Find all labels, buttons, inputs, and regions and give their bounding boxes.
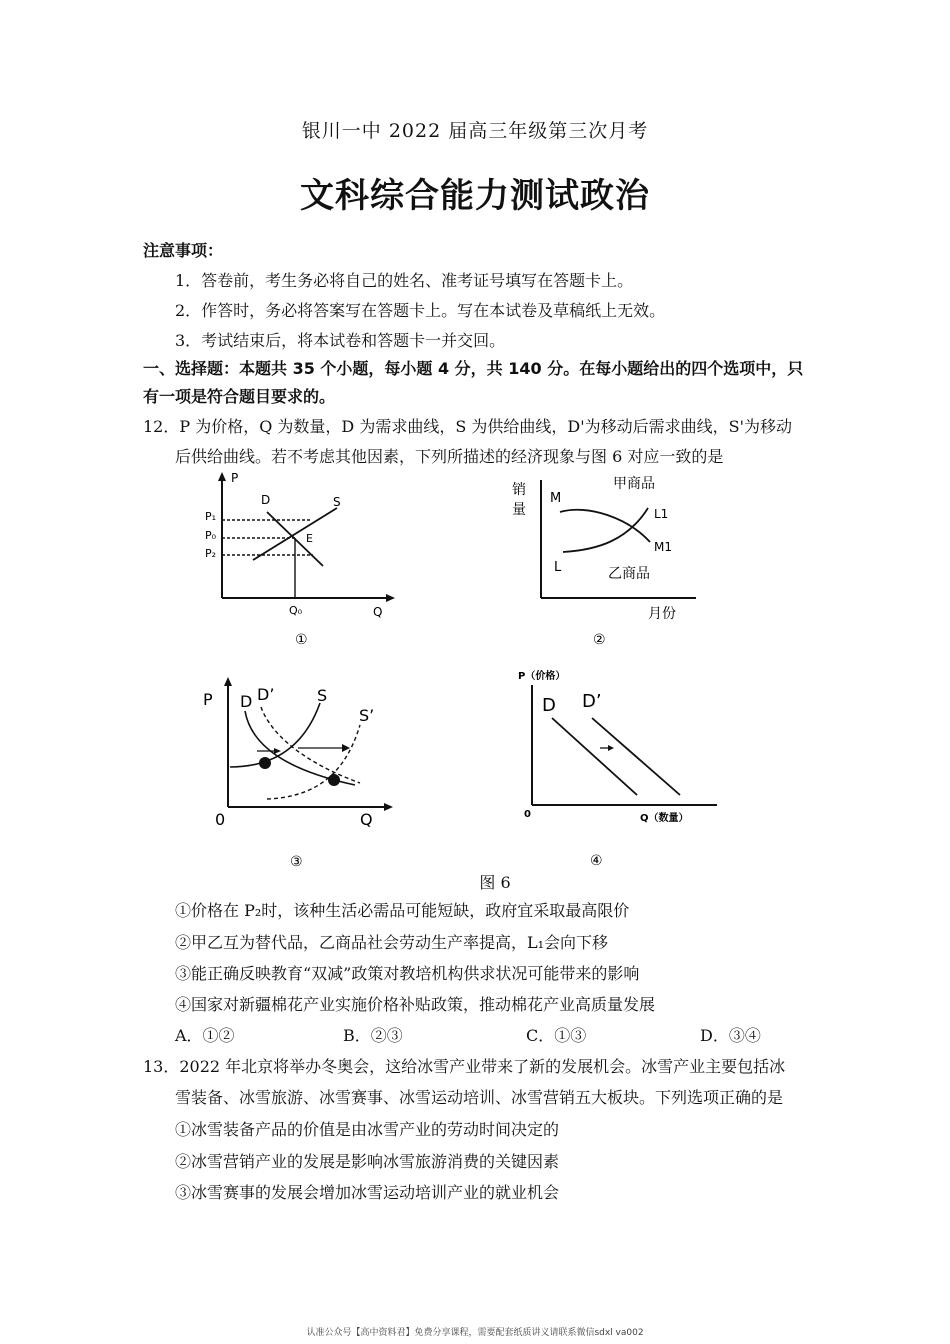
fig4-xlabel: Q（数量）	[640, 813, 689, 824]
fig1-p-axis: P	[231, 471, 239, 485]
fig3-supply-curve	[230, 703, 320, 767]
fig4-d-label: D	[542, 695, 556, 716]
fig4-dprime-label: D’	[582, 691, 602, 712]
fig3-d-label: D	[240, 692, 253, 711]
fig2-l1-label: L1	[654, 507, 669, 521]
q12-option-d[interactable]: D．③④	[700, 1026, 761, 1045]
q12-option-c[interactable]: C．①③	[526, 1026, 587, 1045]
figure-4-demand-shift	[512, 665, 727, 870]
fig1-e-label: E	[306, 532, 313, 545]
notice-item: 1．答卷前，考生务必将自己的姓名、准考证号填写在答题卡上。	[175, 271, 634, 290]
exam-title: 文科综合能力测试政治	[300, 176, 650, 216]
notice-heading: 注意事项：	[143, 241, 224, 260]
q12-option-b[interactable]: B．②③	[343, 1026, 403, 1045]
notice-item: 3．考试结束后，将本试卷和答题卡一并交回。	[175, 331, 506, 350]
fig2-curve-m	[560, 510, 650, 542]
q13-stem: 13．2022 年北京将举办冬奥会，这给冰雪产业带来了新的发展机会。冰雪产业主要包括冰	[143, 1057, 786, 1076]
fig2-m1-label: M1	[654, 540, 672, 554]
fig1-p0-label: P₀	[205, 529, 217, 542]
section-instructions-cont: 有一项是符合题目要求的。	[143, 387, 336, 406]
notice-item: 2．作答时，务必将答案写在答题卡上。写在本试卷及草稿纸上无效。	[175, 301, 666, 320]
q12-statement: ①价格在 P₂时，该种生活必需品可能短缺，政府宜采取最高限价	[175, 901, 630, 920]
section-instructions: 一、选择题：本题共 35 个小题，每小题 4 分，共 140 分。在每小题给出的四个选项中，只	[143, 359, 804, 378]
fig2-ylabel-1: 销	[512, 482, 526, 498]
fig1-q-axis: Q	[373, 605, 383, 619]
fig2-product-a: 甲商品	[613, 476, 655, 492]
fig2-m-label: M	[550, 491, 562, 506]
fig4-demand-curve	[552, 718, 637, 795]
fig2-number: ②	[593, 632, 606, 648]
fig1-number: ①	[295, 632, 308, 648]
fig3-equilibrium-point	[259, 757, 271, 769]
fig1-p2-label: P₂	[205, 547, 217, 560]
q12-stem-cont: 后供给曲线。若不考虑其他因素，下列所描述的经济现象与图 6 对应一致的是	[175, 447, 724, 466]
figure-caption: 图 6	[479, 873, 511, 892]
fig2-ylabel-2: 量	[512, 502, 526, 518]
figure-1-supply-demand	[195, 468, 410, 658]
q12-statement: ④国家对新疆棉花产业实施价格补贴政策，推动棉花产业高质量发展	[175, 995, 656, 1014]
fig3-q-axis: Q	[360, 810, 373, 829]
fig3-dprime-label: D’	[257, 685, 275, 704]
q13-stem-cont: 雪装备、冰雪旅游、冰雪赛事、冰雪运动培训、冰雪营销五大板块。下列选项正确的是	[175, 1088, 784, 1107]
q12-stem: 12．P 为价格，Q 为数量，D 为需求曲线，S 为供给曲线，D'为移动后需求曲线，S'为移动	[143, 417, 792, 436]
figure-2-sales-trend	[478, 468, 708, 658]
fig4-ylabel: P（价格）	[518, 671, 566, 682]
fig1-d-label: D	[261, 493, 271, 507]
fig3-new-equilibrium-point	[328, 774, 340, 786]
fig1-p1-label: P₁	[205, 510, 217, 523]
q12-statement: ③能正确反映教育“双减”政策对教培机构供求状况可能带来的影响	[175, 964, 640, 983]
q12-option-a[interactable]: A．①②	[175, 1026, 235, 1045]
fig3-s-label: S	[317, 686, 328, 705]
figure-3-supply-shift	[195, 675, 405, 875]
fig3-origin: 0	[215, 810, 226, 829]
fig3-number: ③	[290, 854, 303, 870]
exam-subtitle: 银川一中 2022 届高三年级第三次月考	[301, 120, 649, 142]
q12-statement: ②甲乙互为替代品，乙商品社会劳动生产率提高，L₁会向下移	[175, 933, 609, 952]
fig1-q0-label: Q₀	[289, 604, 303, 617]
q13-statement: ②冰雪营销产业的发展是影响冰雪旅游消费的关键因素	[175, 1152, 560, 1171]
fig2-xlabel: 月份	[648, 606, 676, 622]
fig3-sprime-label: S’	[359, 706, 375, 725]
fig4-demand-shifted	[592, 718, 680, 795]
fig4-origin: 0	[524, 809, 531, 820]
footer-note: 认准公众号【高中资料君】免费分享课程，需要配套纸质讲义请联系微信sdxl va002	[306, 1328, 644, 1338]
q13-statement: ①冰雪装备产品的价值是由冰雪产业的劳动时间决定的	[175, 1120, 560, 1139]
fig2-product-b: 乙商品	[608, 566, 650, 582]
fig1-s-label: S	[333, 495, 341, 509]
fig3-p-axis: P	[203, 690, 213, 709]
q13-statement: ③冰雪赛事的发展会增加冰雪运动培训产业的就业机会	[175, 1183, 560, 1202]
fig4-number: ④	[590, 853, 603, 869]
fig2-l-label: L	[554, 560, 562, 575]
